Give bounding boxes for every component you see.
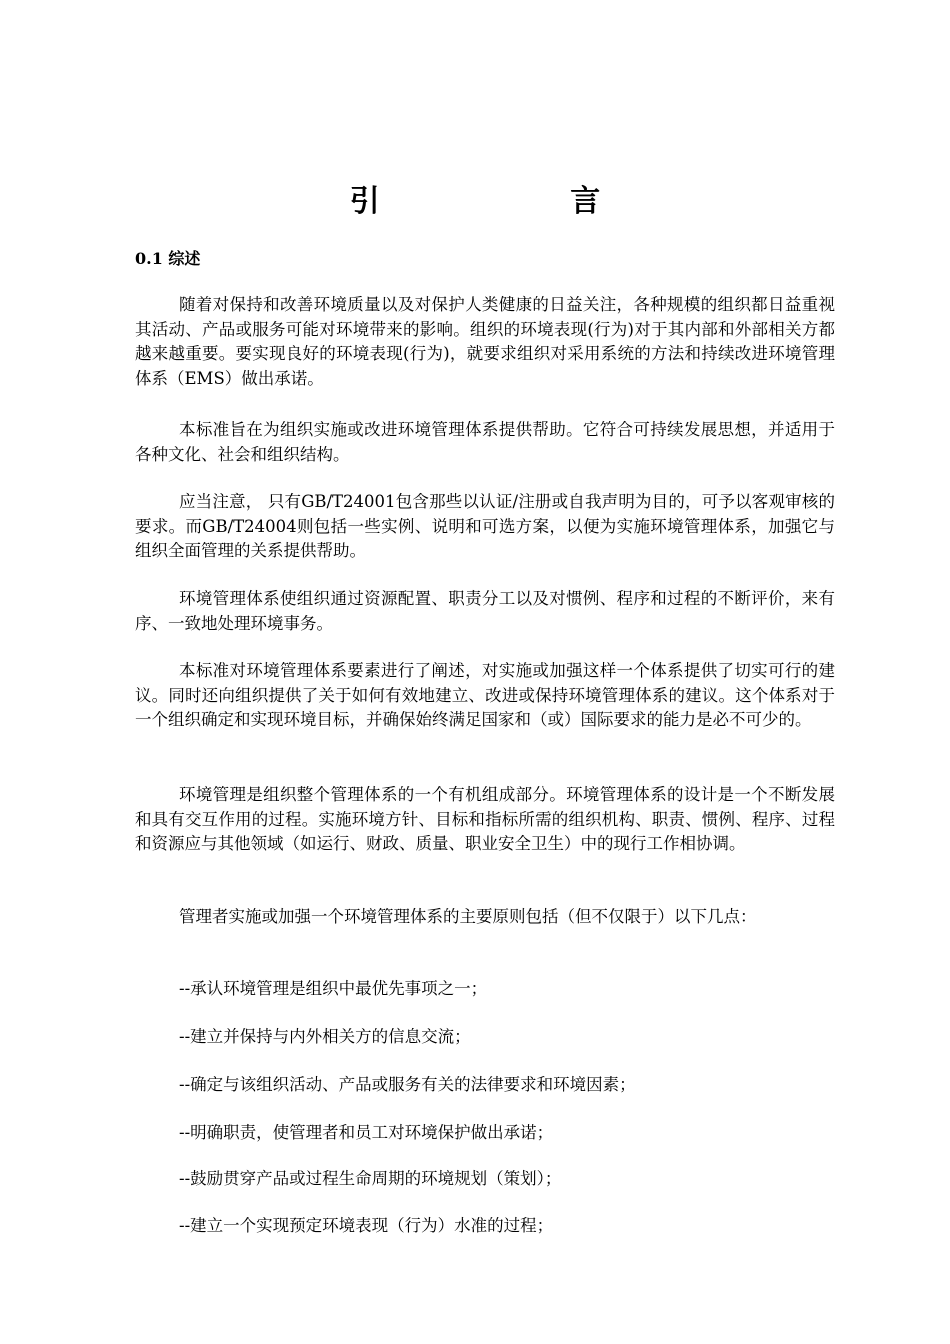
list-item-3: --确定与该组织活动、产品或服务有关的法律要求和环境因素；	[179, 1075, 636, 1094]
list-item-4: --明确职责，使管理者和员工对环境保护做出承诺；	[179, 1123, 554, 1142]
section-heading: 0.1 综述	[135, 249, 201, 268]
paragraph-3: 应当注意， 只有GB/T24001包含那些以认证/注册或自我声明为目的，可予以客观审核的要求。而GB/T24004则包括一些实例、说明和可选方案，以便为实施环境管理体系，加强它与组织全面管理的关系提供帮助。	[135, 492, 835, 560]
list-item-6: --建立一个实现预定环境表现（行为）水准的过程；	[179, 1216, 554, 1235]
paragraph-6: 环境管理是组织整个管理体系的一个有机组成部分。环境管理体系的设计是一个不断发展和具有交互作用的过程。实施环境方针、目标和指标所需的组织机构、职责、惯例、程序、过程和资源应与其他领域（如运行、财政、质量、职业安全卫生）中的现行工作相协调。	[135, 785, 835, 853]
paragraph-2: 本标准旨在为组织实施或改进环境管理体系提供帮助。它符合可持续发展思想，并适用于各种文化、社会和组织结构。	[135, 420, 835, 464]
paragraph-5: 本标准对环境管理体系要素进行了阐述，对实施或加强这样一个体系提供了切实可行的建议。同时还向组织提供了关于如何有效地建立、改进或保持环境管理体系的建议。这个体系对于一个组织确定和实现环境目标，并确保始终满足国家和（或）国际要求的能力是必不可少的。	[135, 661, 835, 729]
list-item-2: --建立并保持与内外相关方的信息交流；	[179, 1027, 471, 1046]
paragraph-7: 管理者实施或加强一个环境管理体系的主要原则包括（但不仅限于）以下几点：	[179, 907, 757, 926]
paragraph-4: 环境管理体系使组织通过资源配置、职责分工以及对惯例、程序和过程的不断评价，来有序、一致地处理环境事务。	[135, 589, 835, 633]
page-title: 引 言	[349, 184, 691, 219]
list-item-5: --鼓励贯穿产品或过程生命周期的环境规划（策划）；	[179, 1169, 562, 1188]
paragraph-1: 随着对保持和改善环境质量以及对保护人类健康的日益关注，各种规模的组织都日益重视其活动、产品或服务可能对环境带来的影响。组织的环境表现(行为)对于其内部和外部相关方都越来越重要。要实现良好的环境表现(行为)，就要求组织对采用系统的方法和持续改进环境管理体系（EMS）做出承诺。	[135, 295, 835, 388]
list-item-1: --承认环境管理是组织中最优先事项之一；	[179, 979, 488, 998]
